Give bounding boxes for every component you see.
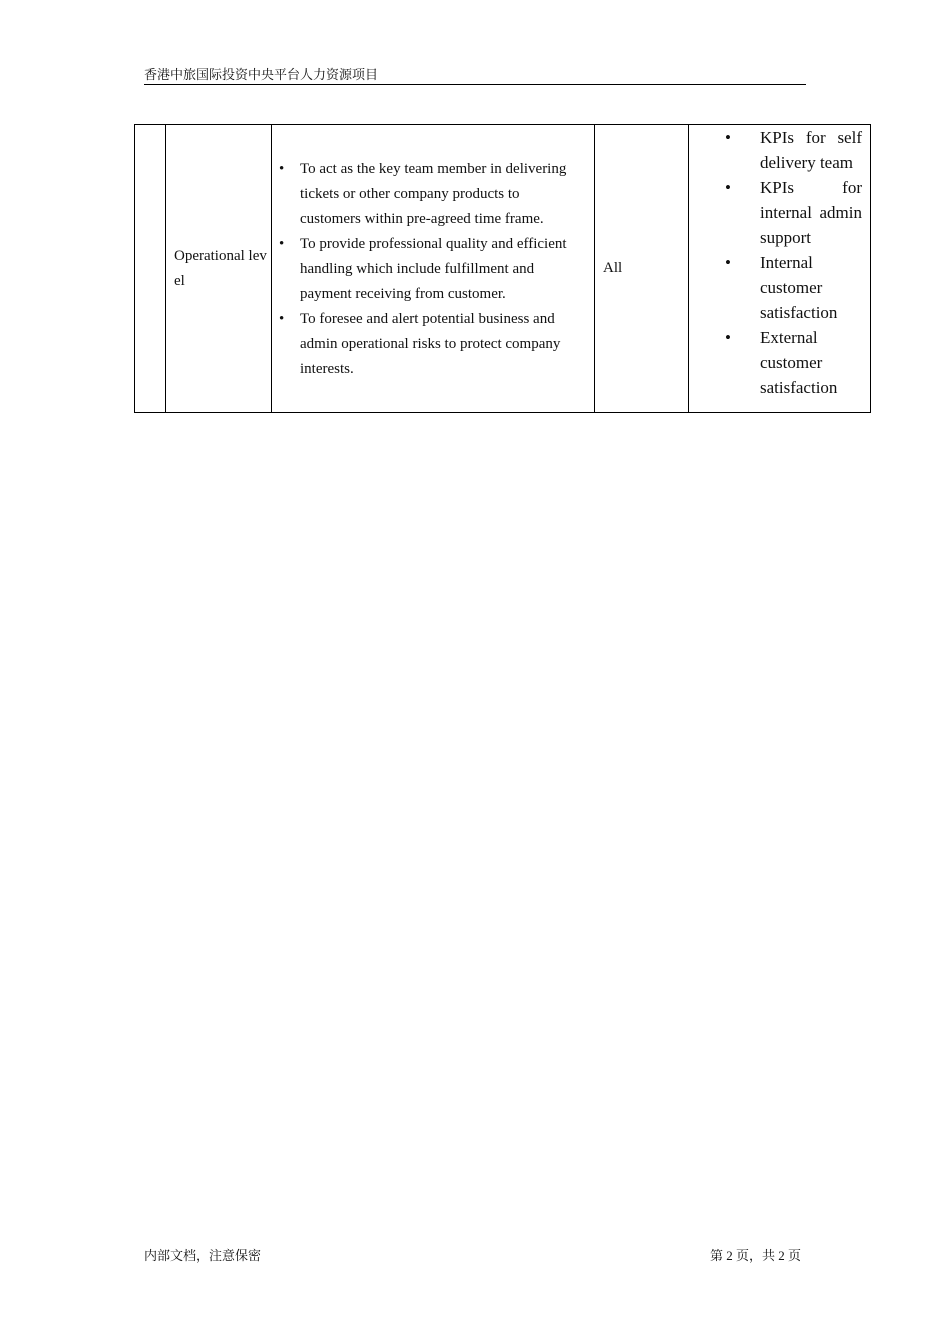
- list-item: [689, 325, 862, 400]
- responsibility-text: To foresee and alert potential business and admin operational risks to protect company interests.: [300, 311, 561, 377]
- bullet-icon: •: [279, 311, 285, 327]
- responsibilities-cell: [272, 125, 595, 413]
- bullet-icon: •: [279, 236, 285, 252]
- scope-cell: All: [595, 125, 689, 413]
- level-cell: Operational level: [166, 125, 272, 413]
- page-number: 第 2 页，共 2 页: [710, 1248, 802, 1263]
- bullet-icon: •: [725, 128, 731, 147]
- bullet-icon: •: [279, 161, 285, 177]
- list-item: [272, 157, 584, 232]
- list-item: [272, 232, 584, 307]
- bullet-icon: •: [725, 178, 731, 197]
- footer-confidential-note: 内部文档，注意保密: [144, 1248, 262, 1263]
- kpi-text: Internal customer satisfaction: [760, 253, 838, 322]
- responsibility-text: To provide professional quality and efficient handling which include fulfillment and payment receiving from customer.: [300, 236, 567, 302]
- table-row: [135, 125, 871, 413]
- list-item: [689, 175, 862, 250]
- row-number-cell: [135, 125, 166, 413]
- responsibilities-list: [272, 155, 584, 382]
- kpi-cell: [689, 125, 871, 413]
- kpi-text: KPIs for self delivery team: [760, 128, 862, 172]
- list-item: [689, 250, 862, 325]
- bullet-icon: •: [725, 328, 731, 347]
- bullet-icon: •: [725, 253, 731, 272]
- kpi-list: [689, 125, 862, 400]
- kpi-text: External customer satisfaction: [760, 328, 838, 397]
- kpi-text: KPIs for internal admin support: [760, 178, 862, 247]
- page-header: 香港中旅国际投资中央平台人力资源项目: [144, 66, 806, 85]
- list-item: [272, 307, 584, 382]
- responsibility-table: [134, 124, 871, 413]
- list-item: [689, 125, 862, 175]
- responsibility-text: To act as the key team member in delivering tickets or other company products to customers within pre-agreed time frame.: [300, 161, 567, 227]
